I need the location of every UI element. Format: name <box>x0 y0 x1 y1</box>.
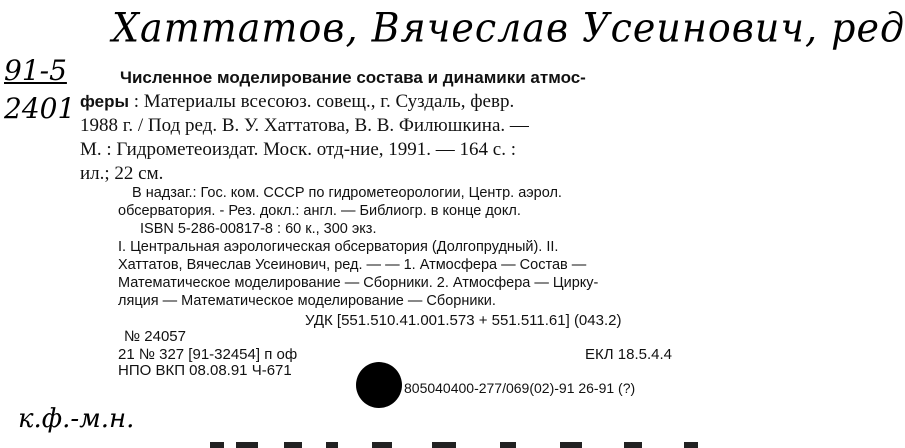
notes-line-2: обсерватория. - Рез. докл.: англ. — Библиогр. в конце докл. <box>118 203 521 219</box>
entries-line-3: Математическое моделирование — Сборники. 2. Атмосфера — Цирку- <box>118 275 599 291</box>
title-bold-part-2: феры <box>80 92 130 111</box>
description-line-4: ил.; 22 см. <box>80 163 164 184</box>
bibliographic-description <box>80 66 712 186</box>
handwritten-shelf-number: 2401 <box>4 92 76 125</box>
npo-line: НПО ВКП 08.08.91 Ч-671 <box>118 362 292 379</box>
title-bold-part-1: Численное моделирование состава и динамики атмос- <box>120 68 586 87</box>
title-rest: : Материалы всесоюз. совещ., г. Суздаль, февр. <box>129 91 515 112</box>
order-line: 21 № 327 [91-32454] п оф <box>118 346 298 363</box>
punched-hole-stamp <box>356 362 402 408</box>
handwritten-bottom-note: к.ф.-м.н. <box>18 404 135 434</box>
udk-code: УДК [551.510.41.001.573 + 551.511.61] (043.2) <box>305 312 622 329</box>
entries-line-1: I. Центральная аэрологическая обсерватория (Долгопрудный). II. <box>118 239 559 255</box>
isbn-line: ISBN 5-286-00817-8 : 60 к., 300 экз. <box>140 221 377 237</box>
catalog-code-line: 805040400-277/069(02)-91 26-91 (?) <box>404 380 636 396</box>
notes-line-1: В надзаг.: Гос. ком. СССР по гидрометеорологии, Центр. аэрол. <box>132 185 562 201</box>
entries-line-4: ляция — Математическое моделирование — Сборники. <box>118 293 496 309</box>
description-line-2: 1988 г. / Под ред. В. У. Хаттатова, В. В. Филюшкина. — <box>80 115 529 136</box>
handwritten-author-line: Хаттатов, Вячеслав Усеинович, ред <box>112 4 905 52</box>
description-line-3: М. : Гидрометеоиздат. Моск. отд-ние, 1991. — 164 с. : <box>80 139 516 160</box>
handwritten-shelf-code: 91-5 <box>4 54 67 87</box>
cut-off-text-strip <box>0 440 750 448</box>
ekl-code: ЕКЛ 18.5.4.4 <box>585 346 672 363</box>
entries-line-2: Хаттатов, Вячеслав Усеинович, ред. — — 1. Атмосфера — Состав — <box>118 257 587 273</box>
record-number: № 24057 <box>124 328 186 345</box>
title-line-2 <box>80 91 514 112</box>
title-line-1 <box>80 66 712 90</box>
